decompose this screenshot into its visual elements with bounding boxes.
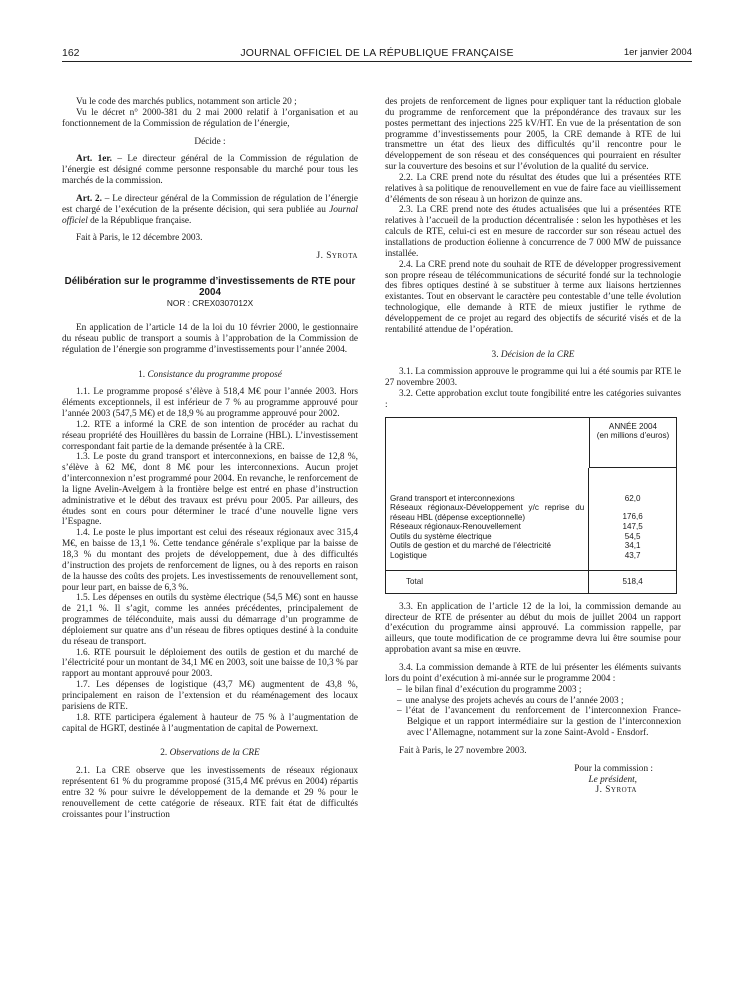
article-label: Art. 2. <box>76 193 103 204</box>
paragraph: des projets de renforcement de lignes pour expliquer tant la réduction globale du programme de renforcement que la prépondérance des travaux sur les postes permettant des injections 225 kV/HT. En vue de la présentation de son programme d’investissements pour 2005, la CRE demande à RTE de lui transmettre un état des lieux des difficultés qu’il rencontre pour le développement de son réseau et des conséquences qui pourraient en résulter sur la couverture des besoins et sur l’évolution de la qualité du service. <box>385 97 681 173</box>
paragraph: 1.4. Le poste le plus important est celui des réseaux régionaux avec 315,4 M€, en baisse de 13,1 %. Cette tendance générale s’explique par la baisse de 18,3 % du montant des projets de développement, due à des difficultés d’instruction des projets de renforcement de lignes, ou à des reports en raison de la hausse des coûts des projets. Les investissements de renouvellement sont, pour leur part, en baisse de 6,3 %. <box>62 528 358 593</box>
paragraph: 2.4. La CRE prend note du souhait de RTE de développer progressivement son propre réseau de télécommunications de sécurité fondé sur la technologie des fibres optiques destiné à se substituer à terme aux liaisons hertziennes existantes. Tout en observant le caractère peu contestable d’une telle évolution technologique, elle demande à RTE de mieux justifier le rythme de développement de ce projet au regard des objectifs de sécurité visés et de la rentabilité attendue de l’opération. <box>385 259 681 335</box>
row-label: Réseaux régionaux-Renouvellement <box>390 522 521 532</box>
list-item-text: le bilan final d’exécution du programme 2003 ; <box>405 684 582 695</box>
journal-name: Journal officiel <box>62 204 358 226</box>
section-number: 3. <box>491 349 499 360</box>
signature: J. Syrota <box>595 785 637 796</box>
page-header <box>62 47 692 61</box>
row-value: 147,5 <box>588 522 676 532</box>
nor-reference: NOR : CREX0307012X <box>166 298 254 309</box>
paragraph: 1.1. Le programme proposé s’élève à 518,4 M€ pour l’année 2003. Hors éléments exceptionnels, il est inférieur de 7 % au programme approuvé pour l’année 2003 (547,5 M€) et de 18,9 % au programme approuvé pour 2002. <box>62 387 358 420</box>
row-value: 34,1 <box>588 541 676 551</box>
paragraph: En application de l’article 14 de la loi du 10 février 2000, le gestionnaire du réseau public de transport a soumis à l’approbation de la Commission de régulation de l’énergie son programme d’investissements pour l’année 2004. <box>62 322 358 355</box>
issue-date: 1er janvier 2004 <box>623 47 692 58</box>
article-text: – Le directeur général de la Commission de régulation de l’énergie est chargé de l’exécution de la présente décision, qui sera publiée au <box>62 193 358 215</box>
table-row <box>386 541 676 551</box>
paragraph: 1.5. Les dépenses en outils du système électrique (54,5 M€) sont en hausse de 21,1 %. Il s’agit, comme les années précédentes, principalement de programmes de téléconduite, mais aussi du démarrage d’un programme de déploiement sur quatre ans d’un réseau de fibres optiques destiné à la conduite du réseau de transport. <box>62 593 358 647</box>
article-text: de la République française. <box>87 215 192 226</box>
paragraph: 3.4. La commission demande à RTE de lui présenter les éléments suivants lors du point d’exécution à mi-année sur le programme 2004 : <box>385 663 681 684</box>
row-label: Réseaux régionaux-Développement y/c reprise du réseau HBL (dépense exceptionnelle) <box>390 503 585 522</box>
list-item-text: l’état de l’avancement du renforcement de l’interconnexion France-Belgique et un rapport intermédiaire sur la gestion de l’interconnexion avec l’Allemagne, notamment sur la zone Saint-Avold - Ensdorf. <box>405 706 681 739</box>
column-header-year: ANNÉE 2004 <box>608 421 658 431</box>
row-value: 43,7 <box>588 551 676 561</box>
total-value: 518,4 <box>588 570 676 593</box>
article-label: Art. 1er. <box>76 154 112 165</box>
table-total-row <box>386 570 676 593</box>
row-label: Outils du système électrique <box>390 531 492 541</box>
journal-title: JOURNAL OFFICIEL DE LA RÉPUBLIQUE FRANÇAISE <box>240 47 514 59</box>
deliberation-title: Délibération sur le programme d’investissements de RTE pour 2004 <box>64 276 356 299</box>
row-value: 54,5 <box>588 532 676 542</box>
paragraph: 3.1. La commission approuve le programme qui lui a été soumis par RTE le 27 novembre 2003. <box>385 367 681 389</box>
row-label: Logistique <box>390 550 427 560</box>
paragraph: 1.7. Les dépenses de logistique (43,7 M€) augmentent de 43,8 %, principalement en raison de l’extension et du réaménagement des locaux parisiens de RTE. <box>62 680 358 712</box>
row-label: Outils de gestion et du marché de l’électricité <box>390 541 552 551</box>
table-row <box>386 532 676 542</box>
table-row <box>386 551 676 561</box>
section-number: 1. <box>138 369 146 380</box>
paragraph: 2.1. La CRE observe que les investissements de réseaux régionaux représentent 61 % du programme proposé (315,4 M€ prévus en 2004) répartis entre 32 % pour suivre le développement de la demande et 29 % pour le renouvellement de cette catégorie de réseaux. RTE fait état de difficultés croissantes pour l’instruction <box>62 766 358 820</box>
signature-place-date: Fait à Paris, le 27 novembre 2003. <box>399 745 527 756</box>
row-label: Grand transport et interconnexions <box>390 493 515 503</box>
list-item: – l’état de l’avancement du renforcement de l’interconnexion France-Belgique et un rapport intermédiaire sur la gestion de l’interconnexion avec l’Allemagne, notamment sur la zone Saint-Avold - Ensdorf. <box>397 706 681 739</box>
section-number: 2. <box>160 748 168 759</box>
paragraph: 3.3. En application de l’article 12 de la loi, la commission demande au directeur de RTE de présenter au début du mois de juillet 2004 un rapport d’exécution du programme ainsi approuvé. La commission rappelle, par ailleurs, que toute modification de ce programme devra lui être soumise pour approbation avant sa mise en œuvre. <box>385 601 681 656</box>
table-column-header <box>589 418 676 468</box>
closing-role: Le président, <box>588 774 637 785</box>
list-item: – une analyse des projets achevés au cours de l’année 2003 ; <box>397 695 624 706</box>
section-title: Consistance du programme proposé <box>145 369 282 380</box>
decide-line: Décide : <box>194 136 226 147</box>
section-heading <box>62 748 358 759</box>
row-value: 62,0 <box>588 494 676 504</box>
article-text: – Le directeur général de la Commission de régulation de l’énergie est désigné comme personne responsable du marché pour tous les marchés de la commission. <box>62 154 358 187</box>
list-item-text: une analyse des projets achevés au cours de l’année 2003 ; <box>405 695 624 706</box>
paragraph: 1.6. RTE poursuit le déploiement des outils de gestion et du marché de l’électricité pour un montant de 34,1 M€ en 2003, soit une baisse de 10,3 % par rapport au montant approuvé pour 2003. <box>62 647 358 680</box>
right-column <box>385 97 681 796</box>
paragraph: 2.3. La CRE prend note des études actualisées que lui a présentées RTE relatives à l’accueil de la production décentralisée : selon les hypothèses et les calculs de RTE, celui-ci est en mesure de raccorder sur son réseau actuel des installations de production éolienne à concurrence de 7 000 MW de puissance installée. <box>385 205 681 259</box>
signature: J. Syrota <box>316 251 358 262</box>
closing-line: Pour la commission : <box>574 763 653 774</box>
section-title: Décision de la CRE <box>498 349 575 360</box>
paragraph: Vu le décret n° 2000-381 du 2 mai 2000 relatif à l’organisation et au fonctionnement de la Commission de régulation de l’énergie, <box>62 107 358 129</box>
signature-place-date: Fait à Paris, le 12 décembre 2003. <box>76 233 203 244</box>
paragraph: 1.3. Le poste du grand transport et interconnexions, en baisse de 12,8 %, s’élève à 62 M€, dont 8 M€ pour les interconnexions. Aucun projet d’interconnexion n’est programmé pour 2004. En revanche, le renforcement de la ligne Avelin-Avelgem à la frontière belge est entré en phase d’instruction administrative et le début des travaux est prévu pour 2005. Par ailleurs, des études sont en cours pour déterminer le tracé d’une nouvelle ligne vers l’Espagne. <box>62 452 358 528</box>
section-title: Observations de la CRE <box>167 748 260 759</box>
list-item: – le bilan final d’exécution du programme 2003 ; <box>397 684 582 695</box>
page-number: 162 <box>62 47 80 59</box>
table-header-row <box>386 418 676 468</box>
requirements-list <box>385 685 681 739</box>
row-value: 176,6 <box>588 503 676 522</box>
left-column <box>62 97 358 820</box>
section-heading <box>385 350 681 361</box>
table-row <box>386 522 676 532</box>
budget-table <box>385 417 677 594</box>
total-label: Total <box>386 570 588 593</box>
table-row <box>386 494 676 504</box>
column-header-unit: (en millions d’euros) <box>596 431 670 441</box>
paragraph: 3.2. Cette approbation exclut toute fongibilité entre les catégories suivantes : <box>385 389 681 410</box>
section-heading <box>62 370 358 381</box>
header-rule <box>62 61 692 62</box>
table-row <box>386 503 676 522</box>
paragraph: Vu le code des marchés publics, notamment son article 20 ; <box>76 97 297 107</box>
article-1 <box>62 154 358 187</box>
paragraph: 2.2. La CRE prend note du résultat des études que lui a présentées RTE relatives à sa politique de renouvellement en vue de faire face au vieillissement d’éléments de son réseau à un horizon de quinze ans. <box>385 172 681 205</box>
article-2 <box>62 194 358 227</box>
paragraph: 1.8. RTE participera également à hauteur de 75 % à l’augmentation de capital de HGRT, destinée à l’augmentation de capital de Powernext. <box>62 712 358 734</box>
paragraph: 1.2. RTE a informé la CRE de son intention de procéder au rachat du réseau propriété des Houillères du bassin de Lorraine (HBL). L’investissement correspondant fait partie de la demande présentée à la CRE. <box>62 419 358 452</box>
